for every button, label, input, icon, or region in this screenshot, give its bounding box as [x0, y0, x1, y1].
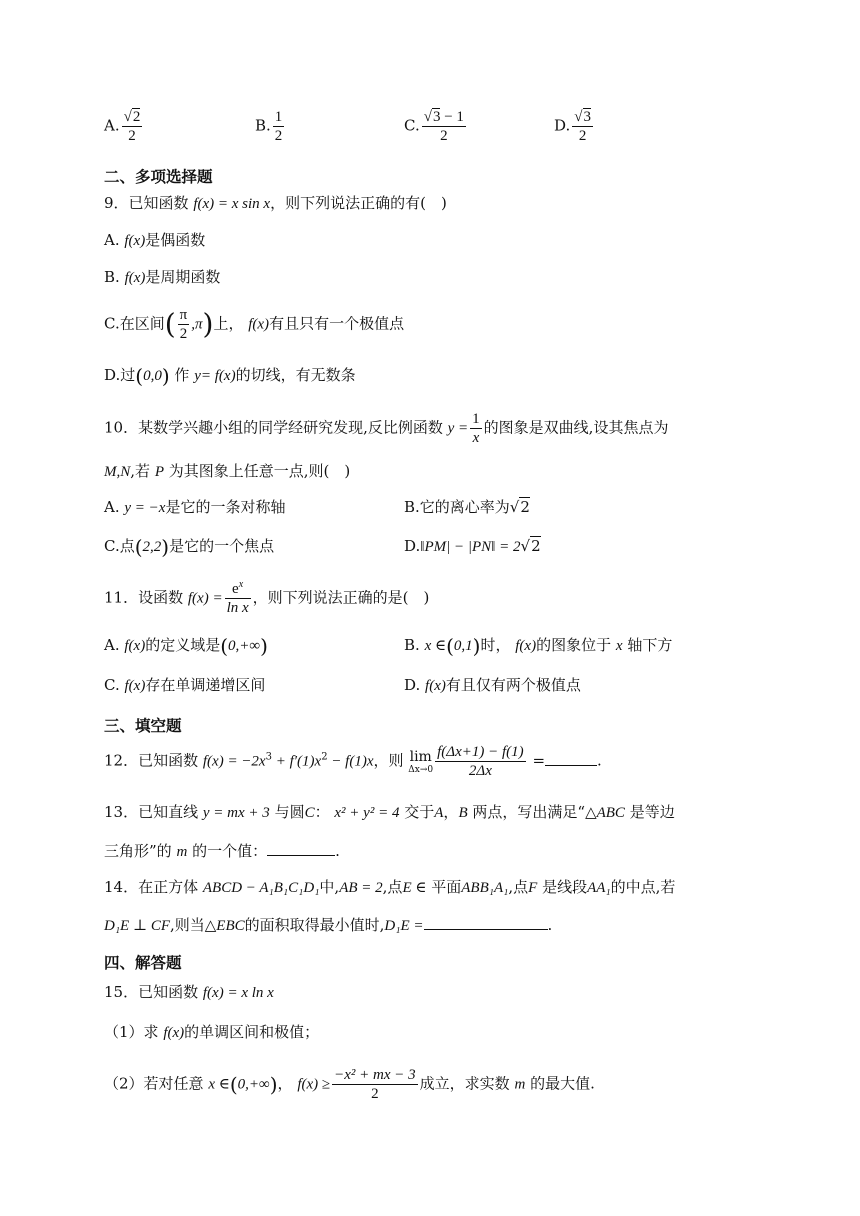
- section-title-solutions: 四、解答题: [104, 954, 182, 972]
- q10-stem-line2: M,N,若 P 为其图象上任意一点,则( ): [104, 462, 351, 480]
- q8-option-b: B. $\frac{1}{2}$: [255, 109, 283, 144]
- q12-stem: 12．已知函数 $f(x) = -2x^3 + f'(1)x^2 - f(1)x$，则 lim Δx→0 $\frac{f(\Delta x+1) - f(1)}{2\Delta x}$ = .: [104, 744, 602, 779]
- q13-line1: 13．已知直线 y = mx + 3 与圆C： x² + y² = 4 交于A，B 两点，写出满足“△ABC 是等边: [104, 803, 675, 821]
- q8-option-a: A. $\frac{√2}{2}$: [104, 109, 141, 144]
- q13-answer-blank[interactable]: [267, 841, 335, 856]
- q10-stem-line1: 10．某数学兴趣小组的同学经研究发现,反比例函数 y = $\frac{1}{x}$ 的图象是双曲线,设其焦点为: [104, 411, 669, 446]
- q9-option-c: C.在区间( $\frac{\pi}{2}$ ,π)上， f(x)有且只有一个极值点: [104, 307, 405, 342]
- q8-d-fraction: $\frac{√3}{2}$: [574, 109, 591, 144]
- q9-option-a: A. f(x)是偶函数: [104, 231, 206, 249]
- q11-option-b: B. x ∈(0,1)时， f(x)的图象位于 x 轴下方: [404, 634, 673, 658]
- q14-line1: 14．在正方体 ABCD − A₁B₁C₁D₁中,AB = 2,点E ∈ 平面ABB₁A₁,点F 是线段AA₁的中点,若: [104, 878, 676, 896]
- q11-option-c: C. f(x)存在单调递增区间: [104, 676, 266, 694]
- q8-a-fraction: $\frac{√2}{2}$: [123, 109, 141, 144]
- q8-option-c: C. $\frac{√3 - 1}{2}$: [404, 109, 464, 144]
- q9-stem: 9．已知函数 f(x) = x sin x，则下列说法正确的有( ): [104, 194, 447, 212]
- q11-option-d: D. f(x)有且仅有两个极值点: [404, 676, 581, 694]
- q12-answer-blank[interactable]: [545, 751, 597, 766]
- q14-answer-blank[interactable]: [424, 915, 548, 930]
- q8-option-d: D. $\frac{√3}{2}$: [554, 109, 591, 144]
- section-title-multiple-choice: 二、多项选择题: [104, 168, 213, 186]
- q10-option-b: B.它的离心率为√2: [404, 498, 530, 516]
- q9-option-d: D.过(0,0) 作 y= f(x)的切线，有无数条: [104, 364, 356, 388]
- limit-operator: lim Δx→0: [408, 748, 434, 775]
- q10-option-a: A. y = −x是它的一条对称轴: [104, 498, 286, 516]
- q8-b-fraction: $\frac{1}{2}$: [274, 109, 283, 144]
- q9-option-b: B. f(x)是周期函数: [104, 268, 221, 286]
- q10-option-d: D.‖PM| − |PN‖ = 2√2: [404, 537, 541, 555]
- q10-option-c: C.点(2,2)是它的一个焦点: [104, 535, 275, 559]
- q8-c-fraction: $\frac{√3 - 1}{2}$: [423, 109, 464, 144]
- q14-line2: D₁E ⊥ CF,则当△EBC的面积取得最小值时,D₁E = .: [104, 916, 553, 934]
- q13-line2: 三角形”的 m 的一个值： .: [104, 842, 340, 860]
- q11-stem: 11．设函数 f(x) = $\frac{e^x}{\text{ln x}}$ ，则下列说法正确的是( ): [104, 579, 430, 616]
- q11-option-a: A. f(x)的定义域是(0,+∞): [104, 634, 268, 658]
- q15-part2: （2）若对任意 x ∈(0,+∞)， f(x) ≥ $\frac{\text{−x² + mx − 3}}{2}$ 成立，求实数 m 的最大值.: [104, 1067, 595, 1102]
- section-title-fill-in: 三、填空题: [104, 717, 182, 735]
- q15-stem: 15．已知函数 f(x) = x ln x: [104, 983, 274, 1001]
- q15-part1: （1）求 f(x)的单调区间和极值；: [104, 1023, 320, 1041]
